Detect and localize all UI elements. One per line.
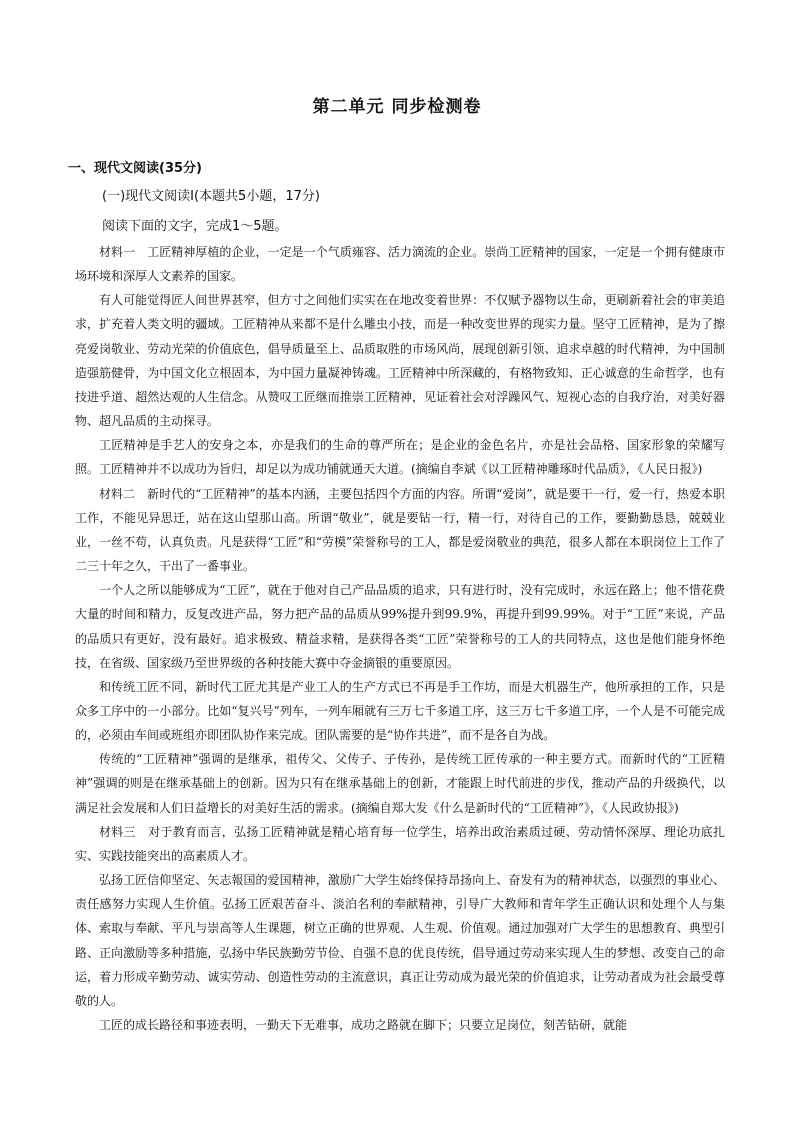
passage-paragraph: 材料二 新时代的“工匠精神”的基本内涵，主要包括四个方面的内容。所谓“爱岗”，就是要干一行，爱一行，热爱本职工作，不能见异思迁，站在这山望那山高。所谓“敬业”，就是要钻一行，精一行，对待自己的工作，要勤勤恳恳，兢兢业业，一丝不苟，认真负责。凡是获得“工匠”和“劳模”荣誉称号的工人，都是爱岗敬业的典范，很多人都在本职岗位上工作了二三十年之久，干出了一番事业。 — [75, 486, 725, 574]
passage-paragraph: 传统的“工匠精神”强调的是继承，祖传父、父传子、子传孙，是传统工匠传承的一种主要方式。而新时代的“工匠精神”强调的则是在继承基础上的创新。因为只有在继承基础上的创新，才能跟上时代前进的步伐，推动产品的升级换代，以满足社会发展和人们日益增长的对美好生活的需求。(摘编自郑大发《什么是新时代的“工匠精神”》，《人民政协报》) — [75, 752, 725, 815]
section-heading: 一、现代文阅读(35分) — [68, 161, 202, 176]
passage-paragraph: 工匠精神是手艺人的安身之本，亦是我们的生命的尊严所在；是企业的金色名片，亦是社会品格、国家形象的荣耀写照。工匠精神并不以成功为旨归，却足以为成功铺就通天大道。(摘编自李斌《以工匠精神雕琢时代品质》，《人民日报》) — [75, 438, 725, 477]
document-title: 第二单元 同步检测卷 — [312, 97, 482, 117]
passage-paragraph: 弘扬工匠信仰坚定、矢志報国的爱国精神，激励广大学生始终保持昂扬向上、奋发有为的精神状态，以强烈的事业心、责任感努力实现人生价值。弘扬工匠艰苦奋斗、淡泊名利的奉献精神，引导广大教师和青年学生正确认识和处理个人与集体、索取与奉献、平凡与崇高等人生课题，树立正确的世界观、人生观、价值观。通过加强对广大学生的思想教育、典型引路、正向激励等多种措施，弘扬中华民族勤劳节俭、自强不息的优良传统，倡导通过劳动来实现人生的梦想、改变自己的命运，着力形成辛勤劳动、诚实劳动、创造性劳动的主流意识，真正让劳动成为最光荣的价值追求，让劳动者成为社会最受尊敬的人。 — [75, 873, 725, 1008]
passage-paragraph: 和传统工匠不同，新时代工匠尤其是产业工人的生产方式已不再是手工作坊，而是大机器生产，他所承担的工作，只是众多工序中的一小部分。比如“复兴号”列车，一列车厢就有三万七千多道工序，这三万七千多道工序，一个人是不可能完成的，必须由车间或班组亦即团队协作来完成。团队需要的是“协作共进”，而不是各自为战。 — [75, 679, 725, 743]
passage-body — [75, 240, 725, 1037]
instruction-text: 阅读下面的文字，完成1～5题。 — [102, 219, 288, 234]
passage-paragraph: 工匠的成长路径和事迹表明，一勤天下无难事，成功之路就在脚下；只要立足岗位，刻苦钻研，就能 — [99, 1018, 628, 1032]
passage-paragraph: 有人可能觉得匠人间世界甚窄，但方寸之间他们实实在在地改变着世界：不仅赋予器物以生命，更刷新着社会的审美追求，扩充着人类文明的疆域。工匠精神从来都不是什么雕虫小技，而是一种改变世界的现实力量。坚守工匠精神，是为了擦亮爱岗敬业、劳动光荣的价值底色，倡导质量至上、品质取胜的市场风尚，展现创新引领、追求卓越的时代精神，为中国制造强筋健骨，为中国文化立根固本，为中国力量凝神铸魂。工匠精神中所深藏的，有格物致知、正心诚意的生命哲学，也有技进乎道、超然达观的人生信念。从赞叹工匠继而推崇工匠精神，见证着社会对浮躁风气、短视心态的自我疗治，对美好器物、超凡品质的主动探寻。 — [75, 293, 725, 429]
passage-paragraph: 材料三 对于教育而言，弘扬工匠精神就是精心培育每一位学生，培养出政治素质过硬、劳动情怀深厚、理论功底扎实、实践技能突出的高素质人才。 — [75, 824, 725, 863]
sub-heading: (一)现代文阅读Ⅰ(本题共5小题，17分) — [102, 189, 320, 204]
passage-paragraph: 材料一 工匠精神厚植的企业，一定是一个气质雍容、活力滴流的企业。崇尚工匠精神的国家，一定是一个拥有健康市场环境和深厚人文素养的国家。 — [75, 245, 725, 284]
passage-paragraph: 一个人之所以能够成为“工匠”，就在于他对自己产品品质的追求，只有进行时，没有完成时，永远在路上；他不惜花费大量的时间和精力，反复改进产品，努力把产品的品质从99%提升到99.9%，再提升到99.99%。对于“工匠”来说，产品的品质只有更好，没有最好。追求极致、精益求精，是获得各类“工匠”荣誉称号的工人的共同特点，这也是他们能身怀绝技，在省级、国家级乃至世界级的各种技能大赛中夺金摘银的重要原因。 — [75, 583, 725, 670]
